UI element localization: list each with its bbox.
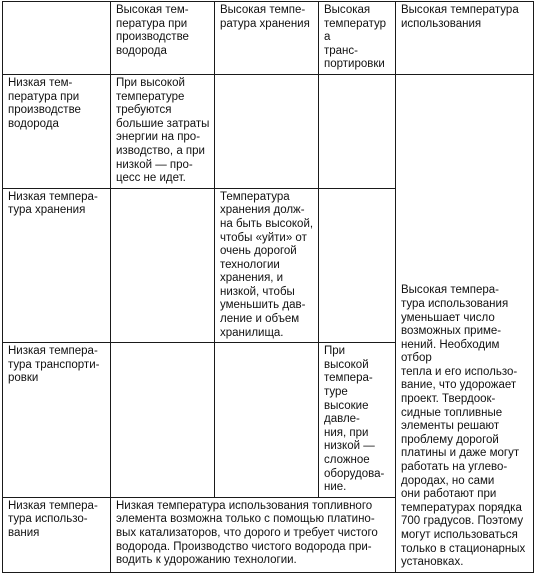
col-header-production-high: Высокая тем- пература при производстве водорода — [111, 2, 215, 75]
corner-cell — [3, 2, 111, 75]
cell-transport-transport: При высокой темпера- туре высокие давле- ния, при низкой — сложное оборудова- ние. — [319, 343, 396, 498]
cell-transport-storage — [215, 343, 319, 498]
row-header-storage-low: Низкая темпера- тура хранения — [3, 188, 111, 343]
col-header-usage-high: Высокая температура использования — [396, 2, 534, 75]
usage-low-merged-cell: Низкая температура использования топливного элемента возможна только с помощью платино- вых катализаторов, что дорого и требует чистого водорода. Производство чистого водорода при- водить к удорожанию технологии. — [111, 497, 396, 572]
row-header-usage-low: Низкая темпера- тура использо- вания — [3, 497, 111, 572]
cell-production-production: При высокой температуре требуются большие затраты энергии на про- изводство, а при низкой — про- цесс не идет. — [111, 74, 215, 188]
cell-storage-storage: Температура хранения долж- на быть высокой, чтобы «уйти» от очень дорогой технологии хранения, и низкой, чтобы уменьшить дав- ление и объем хранилища. — [215, 188, 319, 343]
table-row — [3, 74, 534, 188]
col-header-storage-high: Высокая темпе- ратура хранения — [215, 2, 319, 75]
row-header-production-low: Низкая тем- пература при производстве водорода — [3, 74, 111, 188]
cell-production-transport — [319, 74, 396, 188]
col-header-transport-high: Высокая температура транс- портировки — [319, 2, 396, 75]
usage-high-merged-cell: Высокая темпера- тура использования уменьшает число возможных приме- нений. Необходим отбор тепла и его использо- вание, что удорожает проект. Твердоок- сидные топливные элементы решают проблему дорогой платины и даже могут работать на углево- дородах, но сами они работают при температурах порядка 700 градусов. Поэтому могут использоваться только в стационарных установках. — [396, 74, 534, 572]
row-header-transport-low: Низкая темпера- тура транспорти- ровки — [3, 343, 111, 498]
temperature-comparison-table — [2, 1, 534, 573]
header-row — [3, 2, 534, 75]
cell-production-storage — [215, 74, 319, 188]
cell-storage-transport — [319, 188, 396, 343]
cell-storage-production — [111, 188, 215, 343]
cell-transport-production — [111, 343, 215, 498]
